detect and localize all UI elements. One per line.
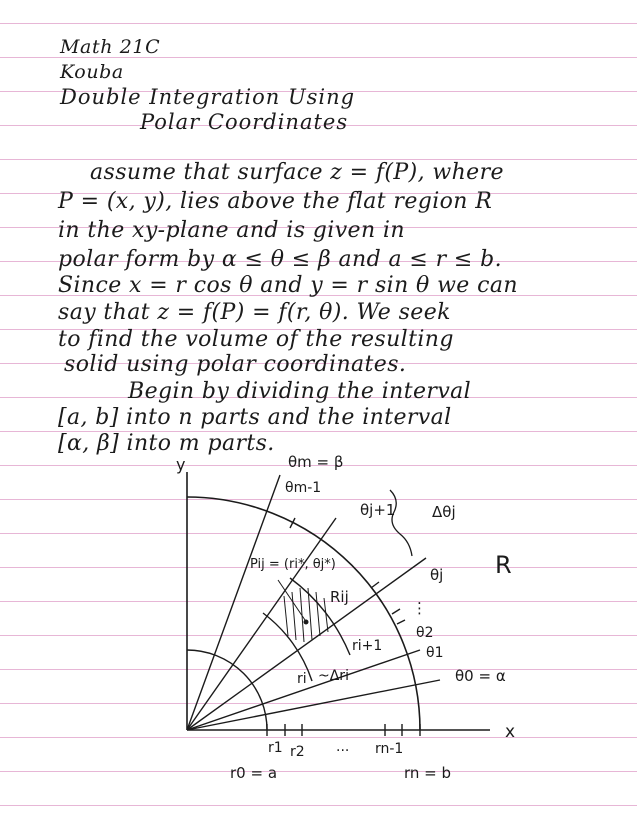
- r-n-label: rn = b: [404, 764, 452, 782]
- body-line-2: P = (x, y), lies above the flat region R: [58, 189, 493, 214]
- theta-j-label: θj: [430, 566, 444, 584]
- cell-label: Rij: [330, 588, 349, 606]
- theta-0-label: θ0 = α: [455, 667, 506, 685]
- body-line-8: solid using polar coordinates.: [64, 352, 407, 377]
- body-line-6: say that z = f(P) = f(r, θ). We seek: [58, 300, 451, 325]
- r-2-label: r2: [290, 744, 305, 760]
- delta-theta-brace: [390, 490, 412, 556]
- body-line-10: [a, b] into n parts and the interval: [58, 405, 452, 430]
- r-i1-label: ri+1: [352, 638, 383, 654]
- region-label: R: [495, 551, 512, 579]
- theta-m1-label: θm-1: [285, 480, 322, 496]
- point-pij: [304, 620, 309, 625]
- body-line-3: in the xy-plane and is given in: [58, 218, 405, 243]
- y-axis-label: y: [176, 455, 186, 474]
- ray-theta-m: [187, 475, 280, 730]
- r-1-label: r1: [268, 740, 283, 756]
- arc-b: [187, 497, 420, 730]
- ray-theta-0: [187, 680, 440, 730]
- instructor-label: Kouba: [60, 61, 124, 83]
- point-label: Pij = (ri*, θj*): [250, 557, 336, 572]
- body-line-7: to find the volume of the resulting: [58, 327, 454, 352]
- horizontal-dots: ...: [336, 739, 350, 755]
- body-line-9: Begin by dividing the interval: [128, 379, 472, 404]
- title-line-2: Polar Coordinates: [140, 110, 349, 134]
- body-line-4: polar form by α ≤ θ ≤ β and a ≤ r ≤ b.: [58, 247, 503, 272]
- r-i-label: ri: [297, 671, 307, 687]
- body-line-11: [α, β] into m parts.: [58, 431, 275, 456]
- body-line-1: assume that surface z = f(P), where: [90, 160, 504, 185]
- ray-theta-j1: [187, 518, 336, 730]
- delta-theta-label: Δθj: [432, 503, 456, 521]
- course-label: Math 21C: [60, 36, 161, 58]
- arc-a: [187, 650, 267, 730]
- ray-theta-j: [187, 558, 426, 730]
- theta-j1-label: θj+1: [360, 501, 396, 519]
- theta-1-label: θ1: [426, 645, 444, 661]
- r-0-label: r0 = a: [230, 764, 278, 782]
- body-line-5: Since x = r cos θ and y = r sin θ we can: [58, 273, 518, 298]
- r-n1-label: rn-1: [375, 741, 404, 757]
- x-axis-label: x: [505, 722, 516, 742]
- theta-m-label: θm = β: [288, 453, 344, 471]
- delta-r-label: ~Δri: [318, 668, 349, 684]
- theta-2-label: θ2: [416, 625, 434, 641]
- vertical-dots: ⋮: [412, 599, 427, 617]
- title-line-1: Double Integration Using: [60, 85, 356, 109]
- polar-diagram: [0, 440, 637, 825]
